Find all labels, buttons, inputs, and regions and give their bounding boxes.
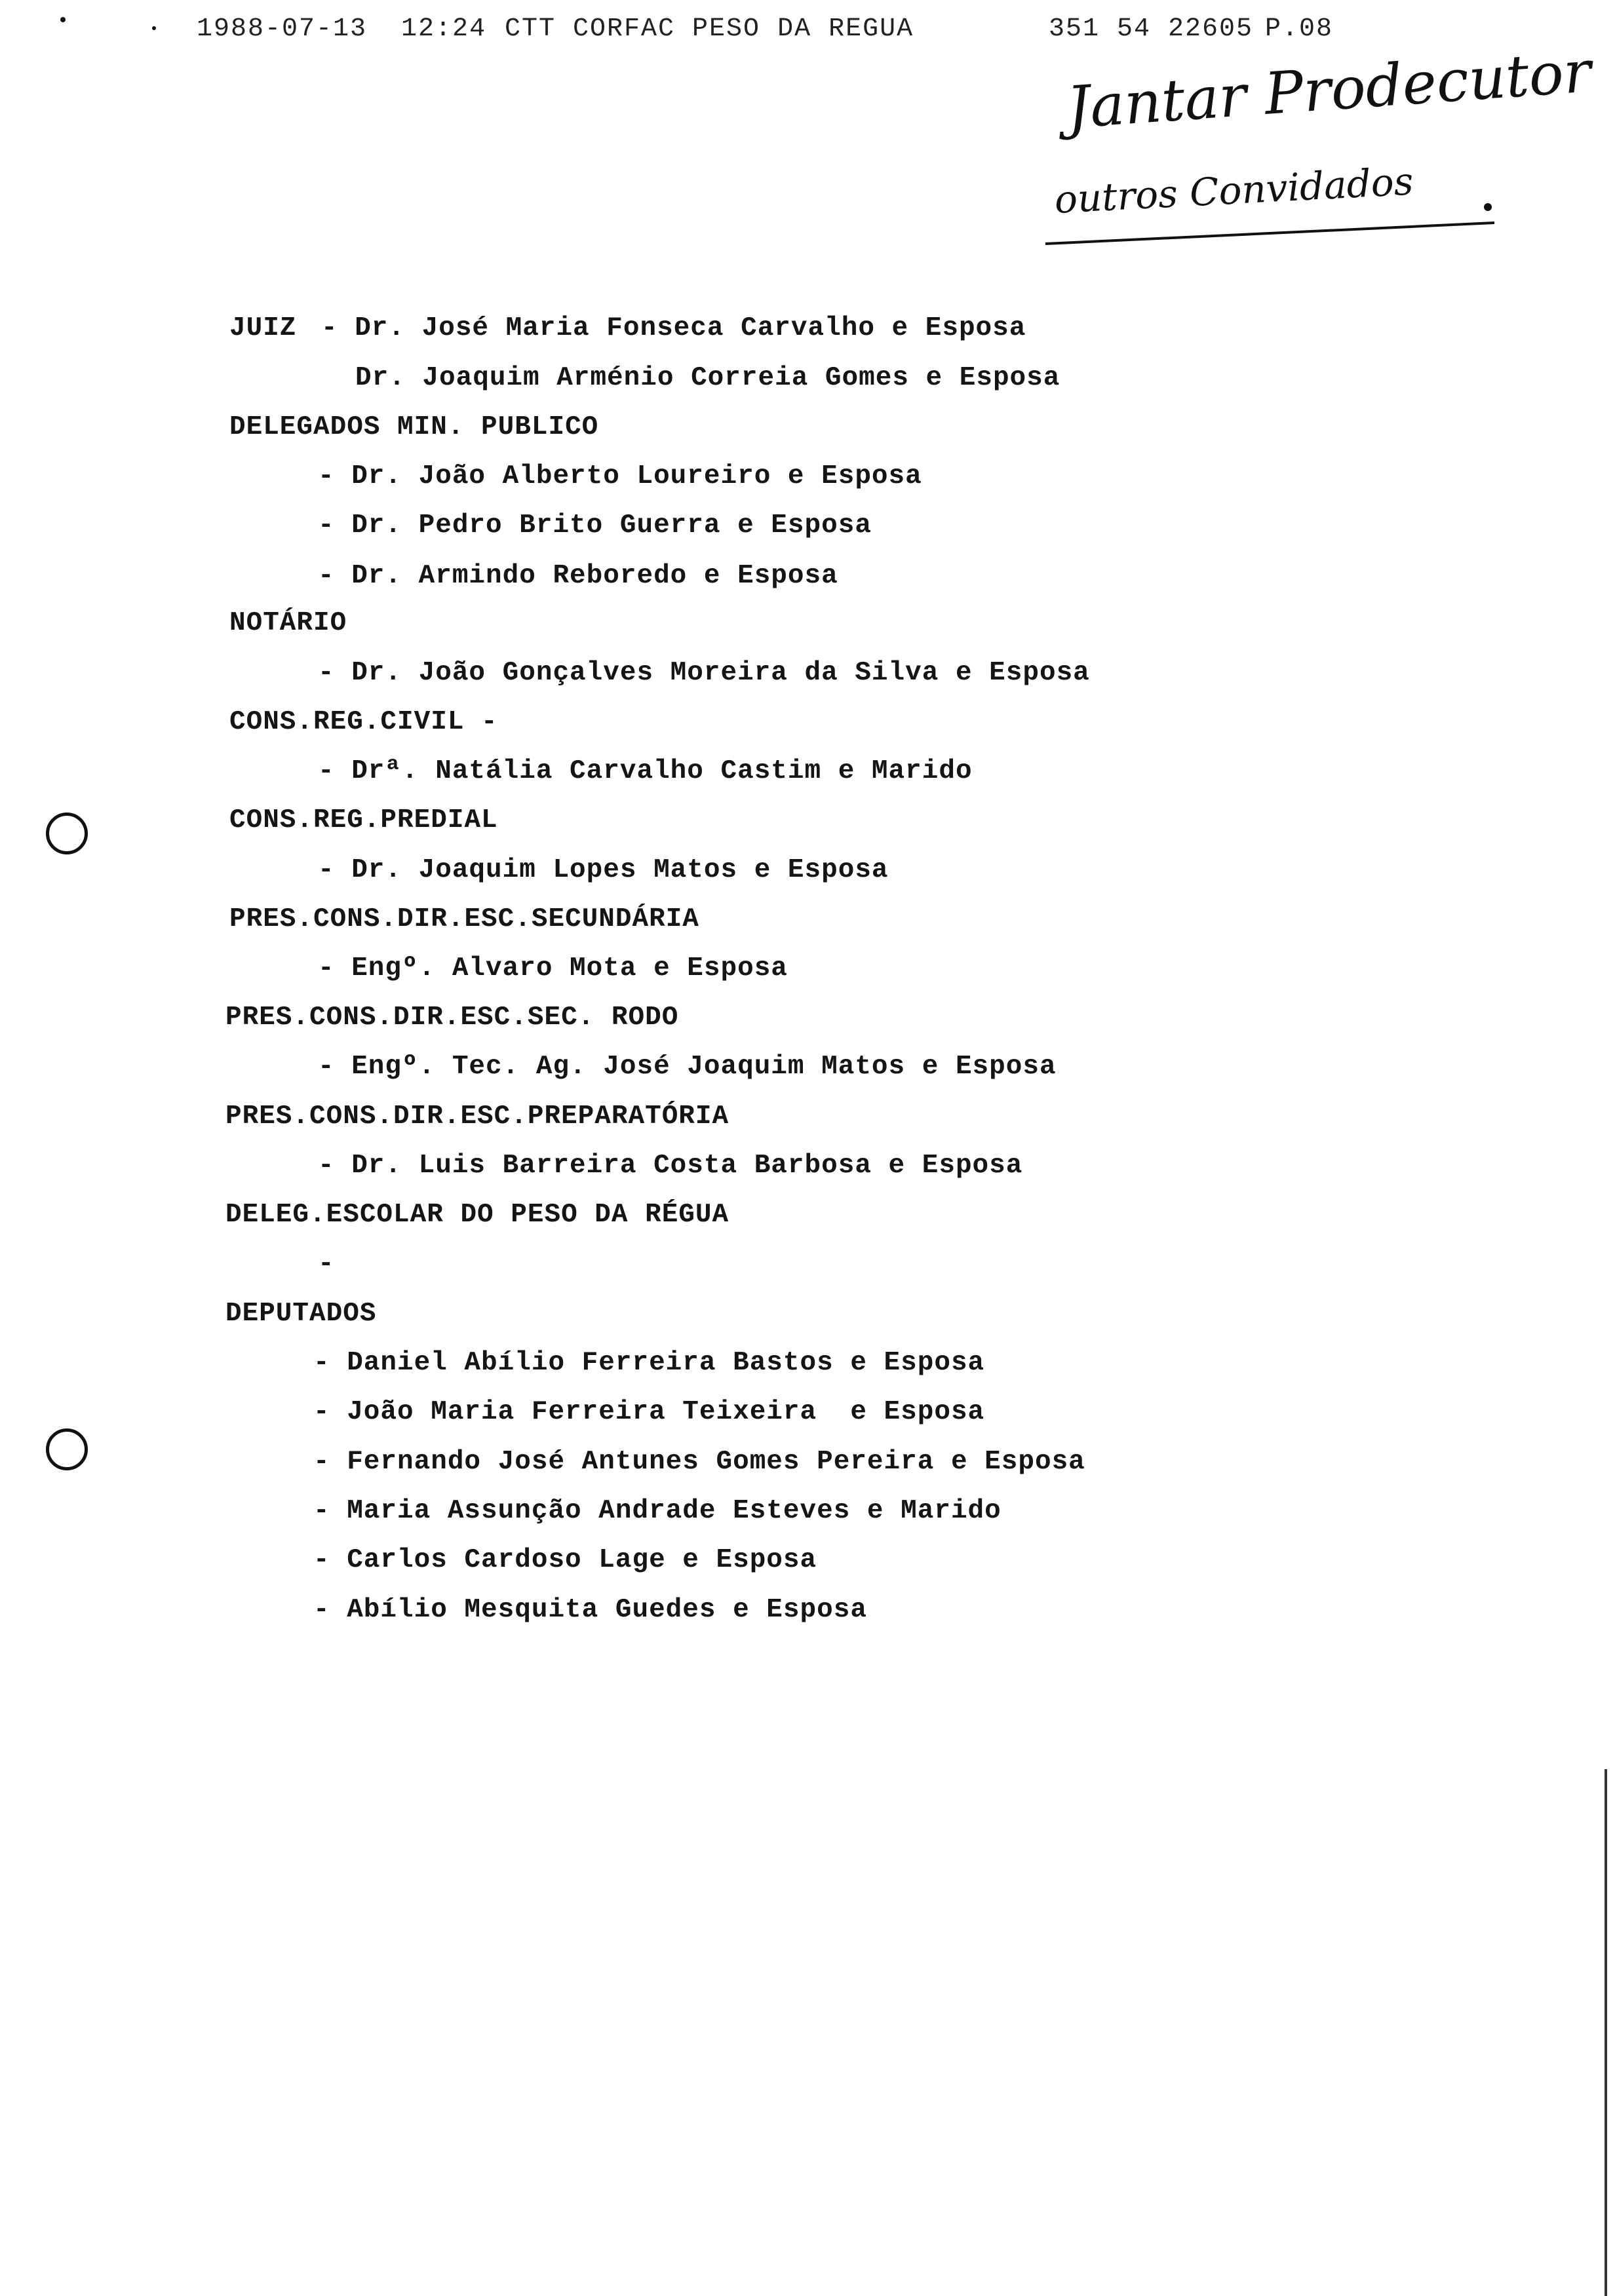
scan-speck [152,26,156,30]
juiz-entry-2: Dr. Joaquim Arménio Correia Gomes e Esposa [355,363,1060,393]
delegados-entry-1: - Dr. João Alberto Loureiro e Esposa [318,461,922,491]
heading-cons-reg-predial: CONS.REG.PREDIAL [229,805,498,835]
secundaria-entry-1: - Engº. Alvaro Mota e Esposa [318,953,788,984]
fax-header [197,14,1376,54]
deputados-entry-3: - Fernando José Antunes Gomes Pereira e Esposa [313,1447,1085,1477]
preparatoria-entry-1: - Dr. Luis Barreira Costa Barbosa e Esposa [318,1151,1023,1181]
heading-deleg-escolar: DELEG.ESCOLAR DO PESO DA RÉGUA [225,1200,730,1230]
deputados-entry-4: - Maria Assunção Andrade Esteves e Marido [313,1496,1002,1526]
handwritten-note-line2: outros Convidados [1053,159,1414,222]
juiz-entry-1: - Dr. José Maria Fonseca Carvalho e Esposa [321,313,1026,343]
fax-sender: CTT CORFAC PESO DA REGUA [505,14,914,44]
heading-rodo: PRES.CONS.DIR.ESC.SEC. RODO [225,1003,679,1033]
punch-hole [46,813,88,854]
fax-number: 351 54 22605 [1049,14,1254,44]
heading-notario: NOTÁRIO [229,608,347,638]
heading-secundaria: PRES.CONS.DIR.ESC.SECUNDÁRIA [229,904,699,934]
page-edge-line [1605,1769,1607,2296]
heading-preparatoria: PRES.CONS.DIR.ESC.PREPARATÓRIA [225,1101,730,1132]
delegados-entry-3: - Dr. Armindo Reboredo e Esposa [318,561,838,591]
predial-entry-1: - Dr. Joaquim Lopes Matos e Esposa [318,855,889,885]
civil-entry-1: - Drª. Natália Carvalho Castim e Marido [318,756,973,786]
deputados-entry-2: - João Maria Ferreira Teixeira e Esposa [313,1397,985,1427]
heading-delegados: DELEGADOS MIN. PUBLICO [229,412,599,442]
handwritten-note [1036,37,1593,256]
deleg-escolar-entry-1: - [318,1249,335,1279]
handwritten-note-line1: Jantar Prodecutor [1064,37,1593,142]
heading-juiz: JUIZ [229,313,297,343]
scan-speck [60,17,66,22]
deputados-entry-1: - Daniel Abílio Ferreira Bastos e Esposa [313,1348,985,1378]
fax-timestamp: 1988-07-13 12:24 [197,14,487,44]
heading-deputados: DEPUTADOS [225,1299,377,1329]
rodo-entry-1: - Engº. Tec. Ag. José Joaquim Matos e Esposa [318,1052,1057,1082]
notario-entry-1: - Dr. João Gonçalves Moreira da Silva e Esposa [318,658,1090,688]
heading-cons-reg-civil: CONS.REG.CIVIL - [229,707,498,737]
delegados-entry-2: - Dr. Pedro Brito Guerra e Esposa [318,510,872,541]
deputados-entry-5: - Carlos Cardoso Lage e Esposa [313,1545,817,1575]
punch-hole [46,1428,88,1470]
deputados-entry-6: - Abílio Mesquita Guedes e Esposa [313,1595,867,1625]
fax-page: P.08 [1265,14,1334,44]
